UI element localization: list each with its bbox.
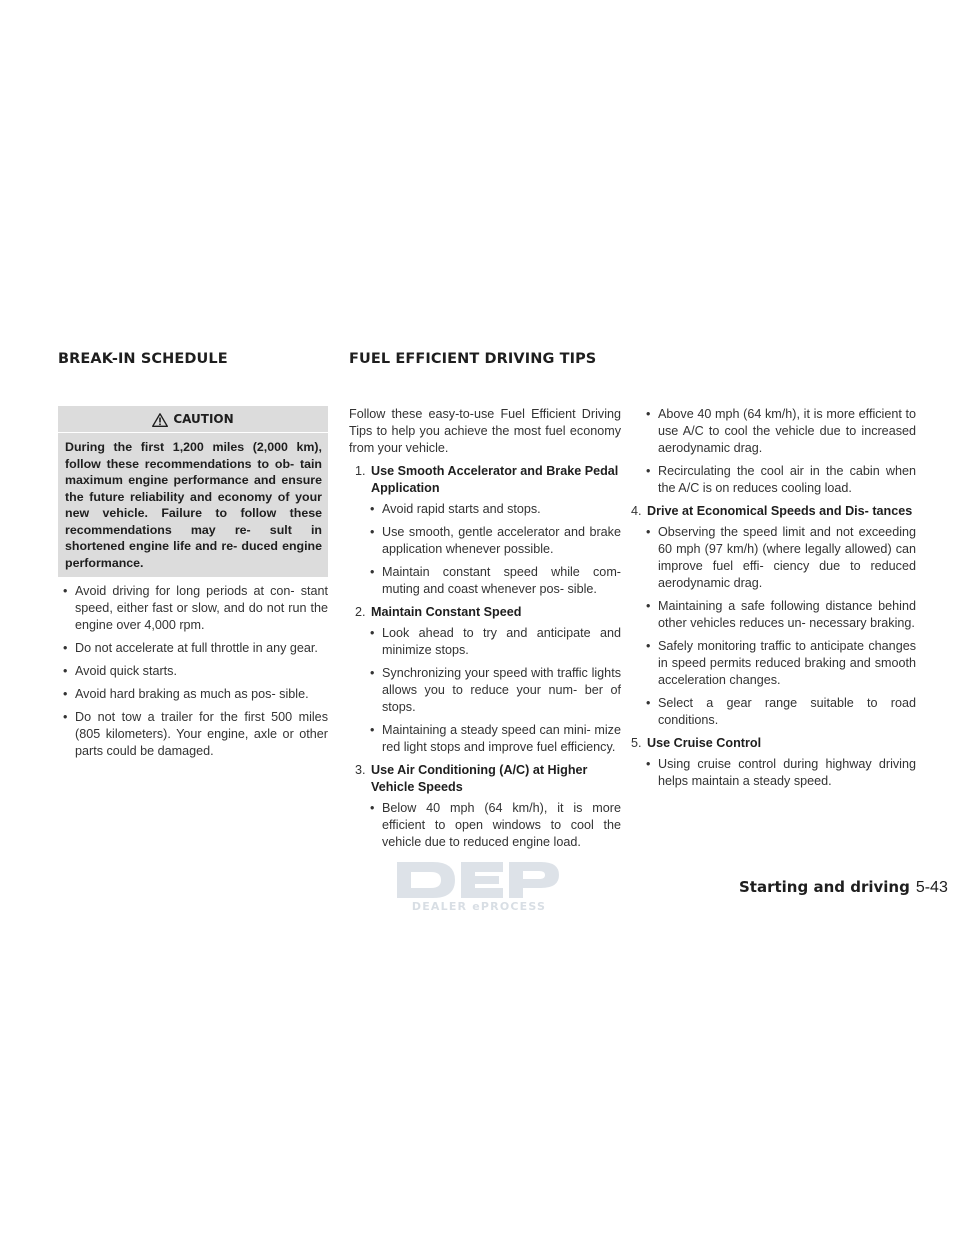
tip-item: • Recirculating the cool air in the cabin when the A/C is on reduces cooling load. (646, 464, 916, 495)
caution-text: During the first 1,200 miles (2,000 km), follow these recommendations to ob- tain maximum engine performance and ensure the future reliability and economy of your new vehicle. Failure to follow these recommendations may re- sult in shortened engine life and re- duced engine performance. (65, 440, 322, 570)
footer-section-title: Starting and driving (739, 878, 910, 896)
bullet-icon: • (370, 525, 375, 539)
break-in-item: • Do not tow a trailer for the first 500 miles (805 kilometers). Your engine, axle or other parts could be damaged. (63, 710, 328, 758)
break-in-item: • Do not accelerate at full throttle in any gear. (63, 641, 318, 655)
tip-item: • Synchronizing your speed with traffic lights allows you to reduce your num- ber of stops. (370, 666, 621, 714)
bullet-icon: • (63, 664, 68, 678)
bullet-icon: • (646, 757, 651, 771)
tip-item: • Observing the speed limit and not exceeding 60 mph (97 km/h) (where legally allowed) can improve fuel effi- ciency due to reduced aerodynamic drag. (646, 525, 916, 590)
bullet-icon: • (646, 407, 651, 421)
bullet-icon: • (63, 687, 68, 701)
warning-triangle-icon (152, 413, 168, 427)
caution-box (58, 406, 328, 577)
fuel-tips-column-2 (631, 406, 916, 796)
bullet-icon: • (646, 639, 651, 653)
dealer-eprocess-watermark (393, 856, 565, 916)
tip-heading-5: 5. Use Cruise Control (631, 736, 762, 750)
tip-item: • Use smooth, gentle accelerator and brake application whenever possible. (370, 525, 621, 556)
break-in-item: • Avoid hard braking as much as pos- sible. (63, 687, 309, 701)
bullet-icon: • (63, 641, 68, 655)
dep-logo-icon (393, 856, 565, 900)
break-in-item: • Avoid quick starts. (63, 664, 177, 678)
tip-heading-2: 2. Maintain Constant Speed (355, 605, 522, 619)
tip-item: • Safely monitoring traffic to anticipate changes in speed permits reduced braking and smooth acceleration changes. (646, 639, 916, 687)
bullet-icon: • (63, 710, 68, 724)
bullet-icon: • (370, 723, 375, 737)
tip-heading-1: 1. Use Smooth Accelerator and Brake Pedal Application (355, 464, 619, 495)
tip-item: • Maintain constant speed while com- muting and coast whenever pos- sible. (370, 565, 621, 596)
tip-item: • Maintaining a safe following distance behind other vehicles reduces un- necessary braking. (646, 599, 916, 630)
break-in-item: • Avoid driving for long periods at con- stant speed, either fast or slow, and do not run the engine over 4,000 rpm. (63, 584, 328, 632)
bullet-icon: • (370, 801, 375, 815)
fuel-intro: Follow these easy-to-use Fuel Efficient Driving Tips to help you achieve the most fuel economy from your vehicle. (349, 407, 621, 455)
tip-item: • Select a gear range suitable to road conditions. (646, 696, 916, 727)
tip-item: • Maintaining a steady speed can mini- mize red light stops and improve fuel efficiency. (370, 723, 621, 754)
tip-item: • Above 40 mph (64 km/h), it is more efficient to use A/C to cool the vehicle due to increased aerodynamic drag. (646, 407, 916, 455)
tip-item: • Look ahead to try and anticipate and minimize stops. (370, 626, 621, 657)
tip-item: • Below 40 mph (64 km/h), it is more efficient to open windows to cool the vehicle due to reduced engine load. (370, 801, 621, 849)
bullet-icon: • (646, 525, 651, 539)
bullet-icon: • (646, 696, 651, 710)
bullet-icon: • (646, 464, 651, 478)
break-in-column (58, 406, 328, 766)
tip-item: • Avoid rapid starts and stops. (370, 502, 541, 516)
caution-label: CAUTION (173, 412, 234, 426)
watermark-text: DEALER ePROCESS (411, 900, 547, 913)
bullet-icon: • (370, 502, 375, 516)
fuel-tips-column-1 (349, 406, 621, 857)
page-footer (739, 878, 948, 897)
page-number: 5-43 (915, 879, 948, 896)
tip-heading-4: 4. Drive at Economical Speeds and Dis- tances (631, 504, 913, 518)
tip-heading-3: 3. Use Air Conditioning (A/C) at Higher Vehicle Speeds (355, 763, 588, 794)
break-in-schedule-heading: BREAK-IN SCHEDULE (58, 351, 228, 367)
bullet-icon: • (370, 626, 375, 640)
bullet-icon: • (646, 599, 651, 613)
caution-header (58, 411, 328, 433)
bullet-icon: • (63, 584, 68, 598)
bullet-icon: • (370, 565, 375, 579)
tip-item: • Using cruise control during highway driving helps maintain a steady speed. (646, 757, 916, 788)
bullet-icon: • (370, 666, 375, 680)
fuel-efficient-tips-heading: FUEL EFFICIENT DRIVING TIPS (349, 351, 597, 367)
